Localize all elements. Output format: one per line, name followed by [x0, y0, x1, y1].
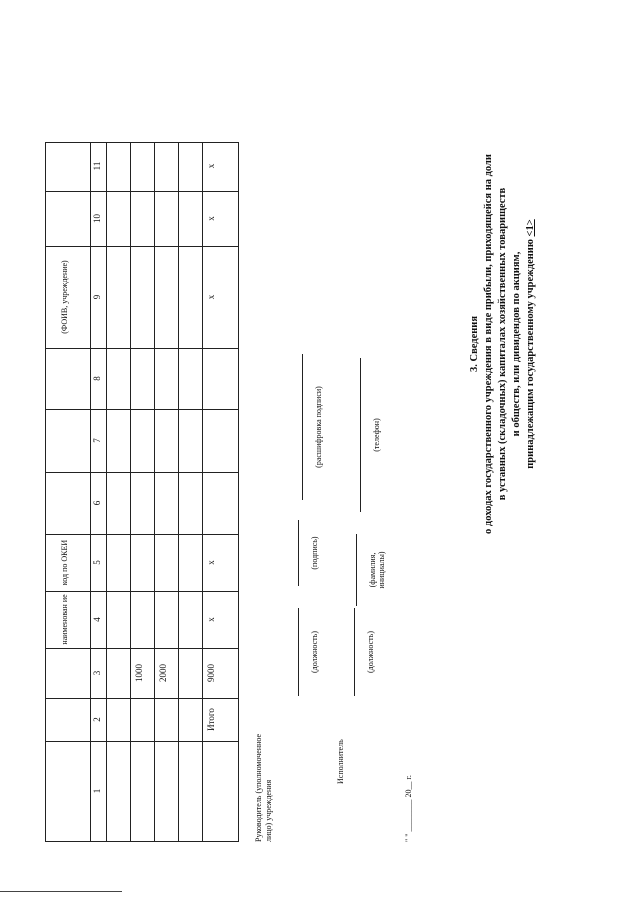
position2-caption: (должность): [366, 631, 375, 673]
position-line: [298, 608, 299, 696]
date-line: " " ________ 20__ г.: [404, 775, 413, 842]
heading-line: о доходах государственного учреждения в виде прибыли, приходящейся на доли: [483, 154, 494, 534]
name-line: [356, 534, 357, 606]
total-label: Итого: [206, 708, 216, 731]
col-number: 5: [92, 560, 102, 565]
number-row-divider: [106, 143, 107, 841]
table-column-1: [46, 741, 238, 841]
col-number: 9: [92, 294, 102, 300]
heading-line4-text: принадлежащим государственному учреждению: [525, 236, 536, 469]
total-code: 9000: [206, 664, 216, 682]
col-number: 11: [92, 161, 102, 171]
table-column-6: [46, 472, 238, 534]
header-col5: код по ОКЕИ: [60, 539, 69, 586]
heading-line: [524, 84, 538, 604]
header-row-divider: [90, 143, 91, 841]
executor-label: Исполнитель: [336, 739, 345, 784]
signature-caption: (подпись): [310, 536, 319, 570]
footnote-rule: [0, 891, 122, 892]
heading-line: в уставных (складочных) капиталах хозяйственных товариществ: [497, 187, 508, 501]
table-column-8: [46, 348, 238, 409]
heading-line: и обществ, или дивидендов по акциям,: [511, 251, 522, 437]
col-number: 3: [92, 670, 102, 676]
decoding-line: [302, 354, 303, 500]
col-number: 10: [92, 214, 102, 223]
data-table: [45, 142, 239, 842]
section-heading: [468, 84, 538, 604]
total-x: x: [206, 216, 216, 221]
total-x: x: [206, 617, 216, 622]
row-divider: [130, 143, 131, 841]
col-number: 4: [92, 617, 102, 622]
signature-line: [298, 520, 299, 586]
footnote-ref-link[interactable]: <1>: [525, 219, 536, 237]
phone-caption: (телефон): [372, 418, 381, 452]
decoding-caption: (расшифровка подписи): [314, 386, 323, 468]
row-code: 1000: [134, 664, 144, 682]
header-col9: (ФОИВ, учреждение): [60, 260, 69, 334]
phone-line: [360, 358, 361, 512]
row-divider: [202, 143, 203, 841]
name-caption: (фамилия, инициалы): [368, 551, 386, 589]
position2-line: [354, 608, 355, 696]
total-x: x: [206, 560, 216, 565]
total-x: x: [206, 163, 216, 169]
col-number: 7: [92, 438, 102, 443]
row-divider: [154, 143, 155, 841]
head-label: Руководитель (уполномоченное лицо) учреждения: [254, 733, 273, 842]
heading-number-title: 3. Сведения: [469, 315, 480, 373]
col-number: 6: [92, 500, 102, 506]
total-x: x: [206, 294, 216, 300]
row-code: 2000: [158, 664, 168, 682]
col-number: 8: [92, 376, 102, 381]
row-divider: [178, 143, 179, 841]
position-caption: (должность): [310, 631, 319, 673]
header-col4: наименован ие: [60, 594, 69, 645]
table-column-7: [46, 409, 238, 472]
col-number: 2: [92, 717, 102, 722]
col-number: 1: [92, 788, 102, 794]
